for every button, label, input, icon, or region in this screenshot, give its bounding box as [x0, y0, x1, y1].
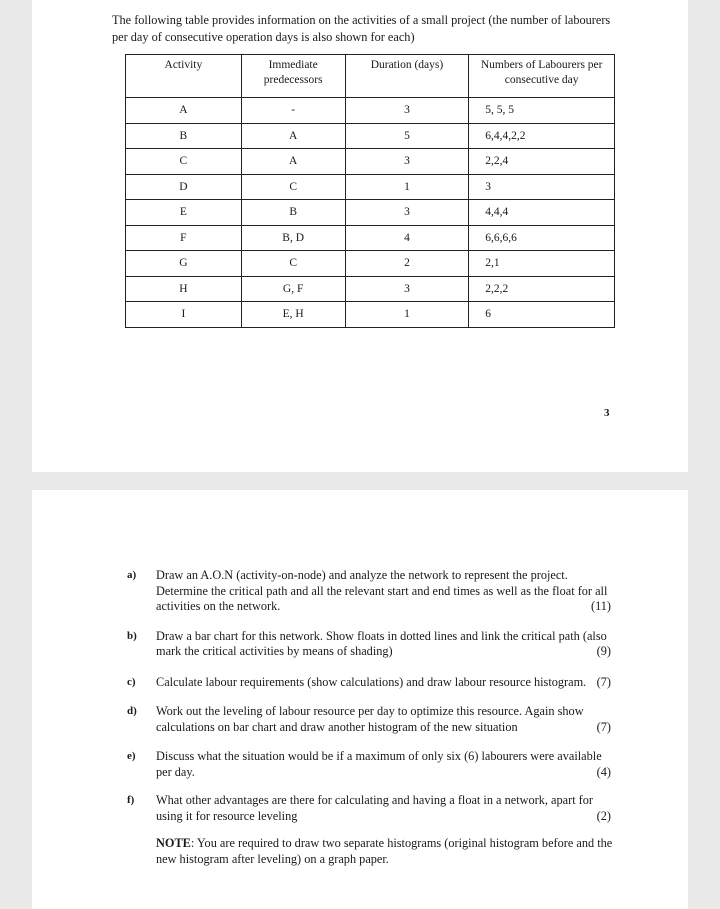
question-marks: (11) [590, 599, 611, 613]
question-text: What other advantages are there for calculating and having a float in a network, apart for using it for resource leveling [156, 793, 594, 823]
note-label: NOTE [156, 836, 191, 850]
cell-labourers: 2,2,4 [469, 149, 615, 175]
table-row [126, 174, 615, 200]
table-row [126, 149, 615, 175]
question-text: Draw a bar chart for this network. Show floats in dotted lines and link the critical path (also mark the critical activities by means of shading) [156, 628, 607, 658]
cell-activity: H [126, 276, 242, 302]
cell-predecessors: B, D [241, 225, 345, 251]
cell-activity: I [126, 302, 242, 328]
cell-labourers: 6,6,6,6 [469, 225, 615, 251]
activity-table [125, 54, 615, 328]
table-row [126, 251, 615, 277]
cell-duration: 3 [345, 276, 469, 302]
question-marks: (2) [596, 808, 611, 823]
cell-duration: 5 [345, 123, 469, 149]
header-predecessors: Immediate predecessors [241, 55, 345, 98]
table-row [126, 98, 615, 124]
cell-predecessors: B [241, 200, 345, 226]
question-text: Calculate labour requirements (show calculations) and draw labour resource histogram. [156, 674, 587, 689]
cell-labourers: 2,1 [469, 251, 615, 277]
question-item [127, 704, 617, 735]
header-activity: Activity [126, 55, 242, 98]
cell-duration: 1 [345, 174, 469, 200]
table-row [126, 225, 615, 251]
cell-labourers: 4,4,4 [469, 200, 615, 226]
question-item [127, 629, 617, 660]
cell-duration: 1 [345, 302, 469, 328]
cell-predecessors: A [241, 123, 345, 149]
cell-labourers: 2,2,2 [469, 276, 615, 302]
cell-duration: 3 [345, 200, 469, 226]
question-marks: (7) [596, 674, 611, 689]
question-marks: (7) [596, 719, 611, 734]
cell-activity: D [126, 174, 242, 200]
question-text: Draw an A.O.N (activity-on-node) and analyze the network to represent the project. Determine the critical path and all the relevant start and end times as well as the float for all activities on the network. [156, 568, 608, 613]
cell-activity: G [126, 251, 242, 277]
cell-labourers: 6,4,4,2,2 [469, 123, 615, 149]
document-page-1 [32, 0, 688, 472]
question-text: Work out the leveling of labour resource per day to optimize this resource. Again show calculations on bar chart and draw another histogram of the new situation [156, 704, 584, 734]
cell-predecessors: A [241, 149, 345, 175]
page-number: 3 [604, 407, 610, 419]
question-letter: e) [127, 750, 136, 762]
cell-predecessors: E, H [241, 302, 345, 328]
cell-activity: C [126, 149, 242, 175]
question-letter: a) [127, 569, 137, 581]
cell-duration: 4 [345, 225, 469, 251]
table-row [126, 276, 615, 302]
table-row [126, 302, 615, 328]
question-letter: b) [127, 629, 137, 642]
cell-labourers: 6 [469, 302, 615, 328]
note-text: : You are required to draw two separate histograms (original histogram before and the new histogram after leveling) on a graph paper. [156, 836, 613, 866]
question-letter: d) [127, 705, 137, 717]
cell-duration: 3 [345, 98, 469, 124]
question-letter: c) [127, 675, 136, 688]
question-marks: (4) [596, 764, 611, 779]
cell-predecessors: G, F [241, 276, 345, 302]
document-page-2 [32, 490, 688, 909]
question-letter: f) [127, 794, 135, 806]
header-duration: Duration (days) [345, 55, 469, 98]
cell-predecessors: - [241, 98, 345, 124]
table-row [126, 200, 615, 226]
cell-activity: A [126, 98, 242, 124]
cell-predecessors: C [241, 174, 345, 200]
question-item [127, 568, 617, 615]
question-marks: (9) [596, 644, 611, 658]
cell-activity: F [126, 225, 242, 251]
question-item [127, 749, 617, 780]
cell-predecessors: C [241, 251, 345, 277]
cell-duration: 3 [345, 149, 469, 175]
intro-paragraph: The following table provides information on the activities of a small project (the number of labourers per day of consecutive operation days is also shown for each) [112, 13, 611, 44]
cell-activity: E [126, 200, 242, 226]
cell-activity: B [126, 123, 242, 149]
cell-labourers: 3 [469, 174, 615, 200]
question-text: Discuss what the situation would be if a maximum of only six (6) labourers were available per day. [156, 749, 602, 779]
question-item [127, 793, 617, 824]
question-list [127, 568, 617, 867]
note-paragraph [127, 836, 617, 867]
question-item [127, 675, 617, 691]
cell-duration: 2 [345, 251, 469, 277]
header-labourers: Numbers of Labourers per consecutive day [469, 55, 615, 98]
cell-labourers: 5, 5, 5 [469, 98, 615, 124]
table-row [126, 123, 615, 149]
table-header-row [126, 55, 615, 98]
